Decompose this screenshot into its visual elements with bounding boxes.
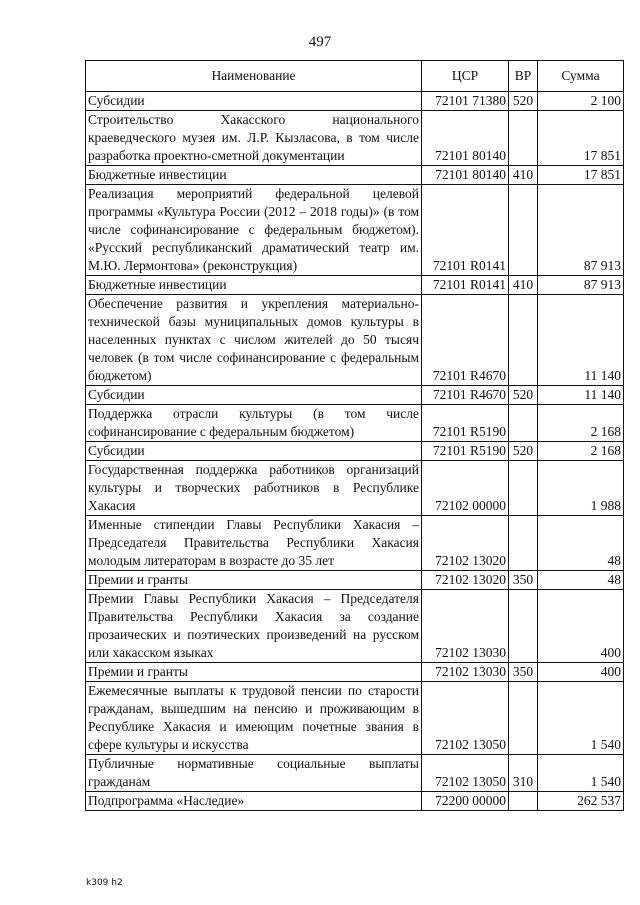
table-row (86, 386, 624, 405)
footer-code: k309 h2 (86, 878, 123, 888)
table-row (86, 405, 624, 442)
cell-sum: 87 913 (538, 185, 624, 276)
header-name: Наименование (86, 61, 422, 92)
table-row (86, 663, 624, 682)
budget-table (85, 60, 624, 811)
cell-name: Подпрограмма «Наследие» (86, 792, 422, 811)
table-row (86, 590, 624, 663)
header-csr: ЦСР (422, 61, 509, 92)
table-row (86, 166, 624, 185)
cell-vr (509, 405, 538, 442)
cell-sum: 262 537 (538, 792, 624, 811)
cell-name: Премии и гранты (86, 663, 422, 682)
cell-csr: 72102 13050 (422, 682, 509, 755)
cell-name: Бюджетные инвестиции (86, 166, 422, 185)
cell-csr: 72101 80140 (422, 111, 509, 166)
cell-csr: 72102 13030 (422, 663, 509, 682)
cell-csr: 72102 13020 (422, 571, 509, 590)
cell-sum: 1 540 (538, 755, 624, 792)
cell-sum: 48 (538, 571, 624, 590)
cell-csr: 72101 R5190 (422, 405, 509, 442)
table-row (86, 295, 624, 386)
cell-name: Именные стипендии Главы Республики Хакасия – Председателя Правительства Республики Хакасия молодым литераторам в возрасте до 35 лет (86, 516, 422, 571)
cell-vr: 310 (509, 755, 538, 792)
cell-csr: 72101 R5190 (422, 442, 509, 461)
cell-vr: 520 (509, 386, 538, 405)
table-row (86, 442, 624, 461)
cell-vr: 410 (509, 166, 538, 185)
cell-vr: 350 (509, 571, 538, 590)
table-row (86, 516, 624, 571)
cell-sum: 48 (538, 516, 624, 571)
cell-sum: 17 851 (538, 111, 624, 166)
cell-vr (509, 461, 538, 516)
cell-csr: 72102 13030 (422, 590, 509, 663)
cell-sum: 11 140 (538, 386, 624, 405)
table-row (86, 92, 624, 111)
cell-vr (509, 295, 538, 386)
cell-csr: 72102 13020 (422, 516, 509, 571)
table-row (86, 185, 624, 276)
cell-csr: 72102 00000 (422, 461, 509, 516)
table-header-row (86, 61, 624, 92)
cell-name: Реализация мероприятий федеральной целевой программы «Культура России (2012 – 2018 годы)» (в том числе софинансирование с федеральным бюджетом). «Русский республиканский драматический театр им. М.Ю. Лермонтова» (реконструкция) (86, 185, 422, 276)
cell-vr (509, 792, 538, 811)
cell-csr: 72101 R0141 (422, 185, 509, 276)
cell-csr: 72101 80140 (422, 166, 509, 185)
header-sum: Сумма (538, 61, 624, 92)
table-row (86, 111, 624, 166)
cell-vr (509, 185, 538, 276)
cell-name: Субсидии (86, 442, 422, 461)
cell-name: Ежемесячные выплаты к трудовой пенсии по старости гражданам, вышедшим на пенсию и проживающим в Республике Хакасия и имеющим почетные звания в сфере культуры и искусства (86, 682, 422, 755)
cell-vr (509, 111, 538, 166)
table-row (86, 792, 624, 811)
header-vr: ВР (509, 61, 538, 92)
cell-csr: 72101 R0141 (422, 276, 509, 295)
cell-vr: 520 (509, 442, 538, 461)
cell-csr: 72101 71380 (422, 92, 509, 111)
cell-name: Субсидии (86, 92, 422, 111)
table-row (86, 682, 624, 755)
cell-sum: 2 100 (538, 92, 624, 111)
cell-vr: 520 (509, 92, 538, 111)
table-row (86, 755, 624, 792)
cell-name: Премии и гранты (86, 571, 422, 590)
cell-vr: 410 (509, 276, 538, 295)
cell-sum: 400 (538, 590, 624, 663)
table-row (86, 276, 624, 295)
cell-csr: 72102 13050 (422, 755, 509, 792)
cell-name: Бюджетные инвестиции (86, 276, 422, 295)
cell-sum: 17 851 (538, 166, 624, 185)
cell-name: Публичные нормативные социальные выплаты гражданам (86, 755, 422, 792)
cell-name: Премии Главы Республики Хакасия – Председателя Правительства Республики Хакасия за создание прозаических и поэтических произведений на русском или хакасском языках (86, 590, 422, 663)
cell-csr: 72101 R4670 (422, 386, 509, 405)
cell-sum: 2 168 (538, 442, 624, 461)
cell-name: Субсидии (86, 386, 422, 405)
cell-name: Поддержка отрасли культуры (в том числе софинансирование с федеральным бюджетом) (86, 405, 422, 442)
cell-vr: 350 (509, 663, 538, 682)
table-row (86, 461, 624, 516)
cell-name: Обеспечение развития и укрепления материально-технической базы муниципальных домов культуры в населенных пунктах с числом жителей до 50 тысяч человек (в том числе софинансирование с федеральным бюджетом) (86, 295, 422, 386)
cell-csr: 72200 00000 (422, 792, 509, 811)
cell-name: Строительство Хакасского национального краеведческого музея им. Л.Р. Кызласова, в том числе разработка проектно-сметной документации (86, 111, 422, 166)
cell-vr (509, 682, 538, 755)
page-number: 497 (308, 34, 332, 50)
cell-vr (509, 516, 538, 571)
cell-sum: 11 140 (538, 295, 624, 386)
cell-name: Государственная поддержка работников организаций культуры и творческих работников в Республике Хакасия (86, 461, 422, 516)
table-row (86, 571, 624, 590)
cell-sum: 2 168 (538, 405, 624, 442)
cell-sum: 1 988 (538, 461, 624, 516)
cell-vr (509, 590, 538, 663)
cell-sum: 400 (538, 663, 624, 682)
cell-sum: 87 913 (538, 276, 624, 295)
cell-sum: 1 540 (538, 682, 624, 755)
cell-csr: 72101 R4670 (422, 295, 509, 386)
